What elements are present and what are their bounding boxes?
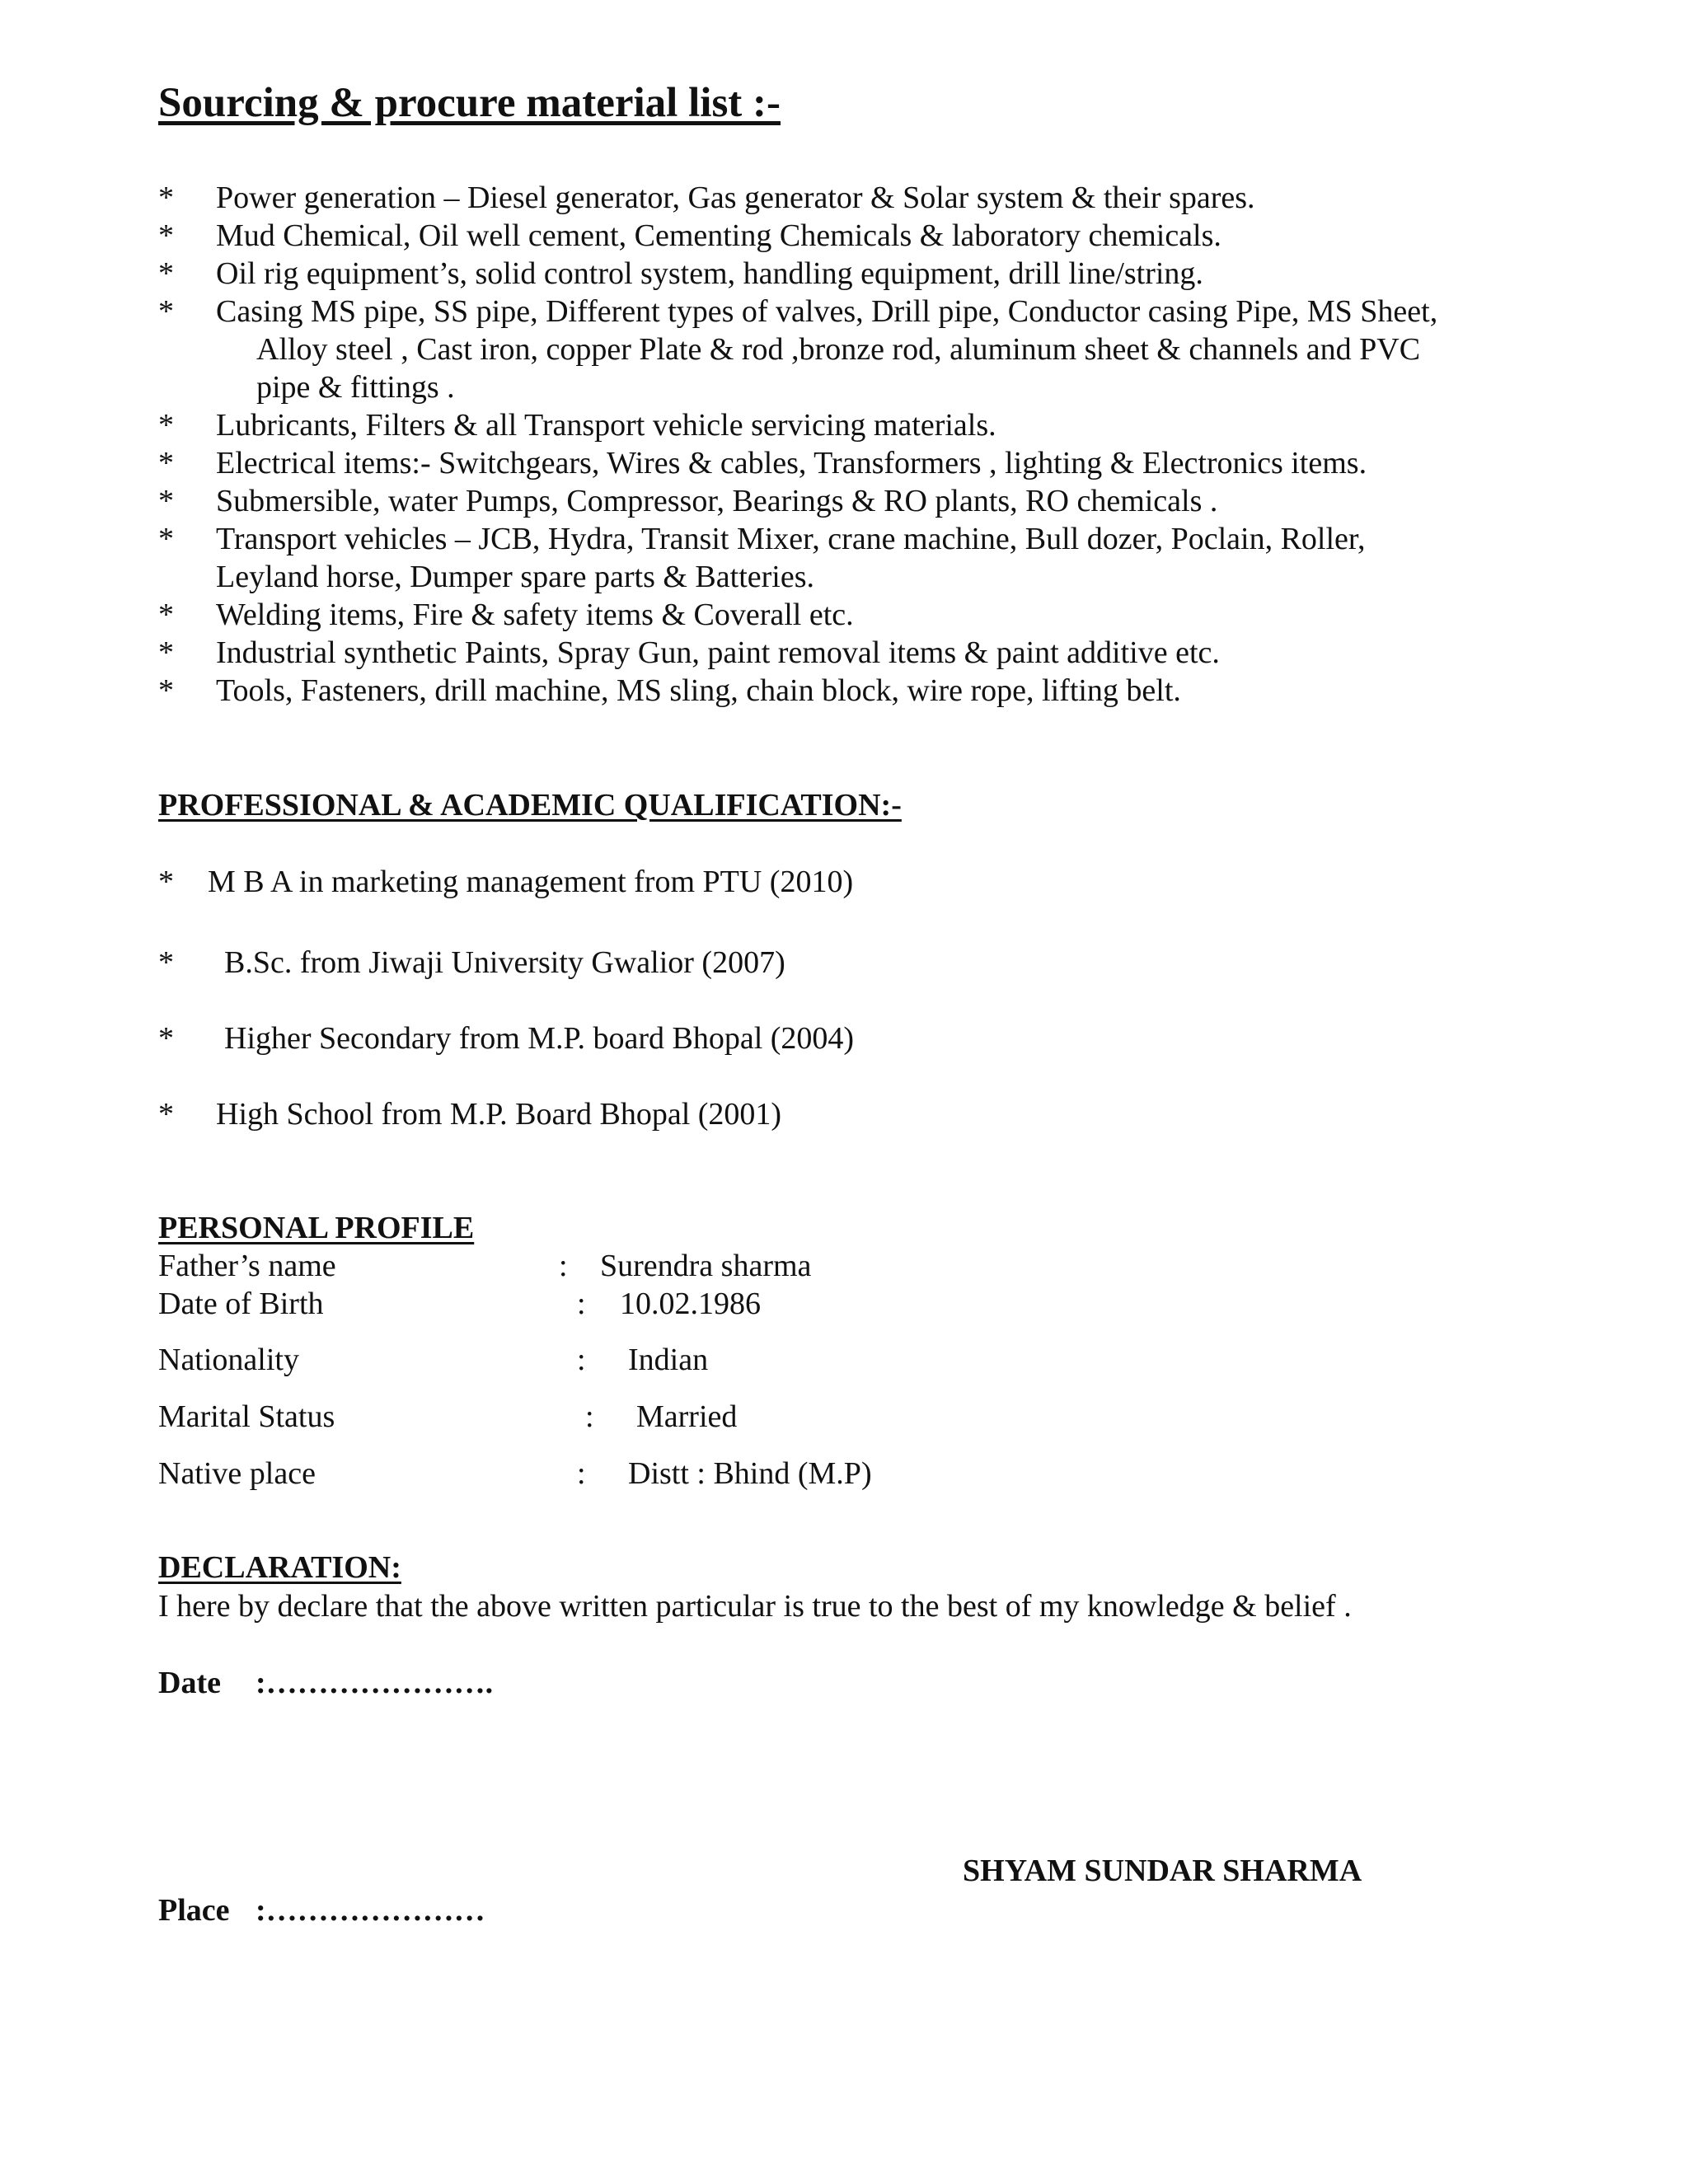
list-item: Mud Chemical, Oil well cement, Cementing Chemicals & laboratory chemicals. <box>216 218 1221 253</box>
list-item-continuation: Leyland horse, Dumper spare parts & Batteries. <box>216 560 814 594</box>
place-label: Place <box>158 1893 230 1928</box>
bullet: * <box>158 598 174 632</box>
signature-name: SHYAM SUNDAR SHARMA <box>963 1854 1362 1888</box>
profile-label: Date of Birth <box>158 1286 324 1321</box>
bullet: * <box>158 1021 174 1056</box>
profile-label: Marital Status <box>158 1399 335 1434</box>
list-item: Welding items, Fire & safety items & Coverall etc. <box>216 598 854 632</box>
list-item: Casing MS pipe, SS pipe, Different types of valves, Drill pipe, Conductor casing Pipe, MS Sheet, <box>216 294 1438 329</box>
bullet: * <box>158 945 174 980</box>
qualification-heading: PROFESSIONAL & ACADEMIC QUALIFICATION:- <box>158 788 902 823</box>
profile-colon: : <box>577 1456 586 1491</box>
list-item: Industrial synthetic Paints, Spray Gun, paint removal items & paint additive etc. <box>216 635 1220 670</box>
profile-label: Native place <box>158 1456 316 1491</box>
profile-value: Indian <box>628 1343 709 1377</box>
profile-colon: : <box>585 1399 594 1434</box>
bullet: * <box>158 218 174 253</box>
list-item-continuation: pipe & fittings . <box>256 370 455 405</box>
list-item-continuation: Alloy steel , Cast iron, copper Plate & rod ,bronze rod, aluminum sheet & channels and PVC <box>256 332 1421 367</box>
declaration-text: I here by declare that the above written particular is true to the best of my knowledge & belief . <box>158 1589 1352 1624</box>
bullet: * <box>158 865 174 899</box>
bullet: * <box>158 256 174 291</box>
list-item: Submersible, water Pumps, Compressor, Bearings & RO plants, RO chemicals . <box>216 484 1218 518</box>
profile-value: Distt : Bhind (M.P) <box>628 1456 872 1491</box>
profile-label: Nationality <box>158 1343 299 1377</box>
qualification-item: M B A in marketing management from PTU (2010) <box>208 865 854 899</box>
bullet: * <box>158 408 174 443</box>
date-field: :…………………. <box>256 1666 494 1700</box>
profile-label: Father’s name <box>158 1249 336 1283</box>
qualification-item: Higher Secondary from M.P. board Bhopal (2004) <box>224 1021 855 1056</box>
list-item: Tools, Fasteners, drill machine, MS sling, chain block, wire rope, lifting belt. <box>216 673 1181 708</box>
profile-value: 10.02.1986 <box>620 1286 761 1321</box>
list-item: Oil rig equipment’s, solid control system, handling equipment, drill line/string. <box>216 256 1203 291</box>
list-item: Transport vehicles – JCB, Hydra, Transit Mixer, crane machine, Bull dozer, Poclain, Roller, <box>216 522 1366 556</box>
profile-colon: : <box>559 1249 568 1283</box>
profile-value: Married <box>636 1399 738 1434</box>
declaration-heading: DECLARATION: <box>158 1550 401 1585</box>
profile-colon: : <box>577 1286 586 1321</box>
date-label: Date <box>158 1666 221 1700</box>
sourcing-title: Sourcing & procure material list :- <box>158 80 781 126</box>
qualification-item: High School from M.P. Board Bhopal (2001) <box>216 1097 782 1132</box>
bullet: * <box>158 635 174 670</box>
bullet: * <box>158 522 174 556</box>
list-item: Electrical items:- Switchgears, Wires & cables, Transformers , lighting & Electronics items. <box>216 446 1367 480</box>
qualification-item: B.Sc. from Jiwaji University Gwalior (2007) <box>224 945 785 980</box>
bullet: * <box>158 673 174 708</box>
profile-colon: : <box>577 1343 586 1377</box>
profile-value: Surendra sharma <box>600 1249 812 1283</box>
bullet: * <box>158 446 174 480</box>
bullet: * <box>158 180 174 215</box>
list-item: Lubricants, Filters & all Transport vehicle servicing materials. <box>216 408 996 443</box>
place-field: :………………… <box>256 1893 485 1928</box>
bullet: * <box>158 484 174 518</box>
list-item: Power generation – Diesel generator, Gas generator & Solar system & their spares. <box>216 180 1255 215</box>
bullet: * <box>158 294 174 329</box>
bullet: * <box>158 1097 174 1132</box>
profile-heading: PERSONAL PROFILE <box>158 1211 475 1245</box>
